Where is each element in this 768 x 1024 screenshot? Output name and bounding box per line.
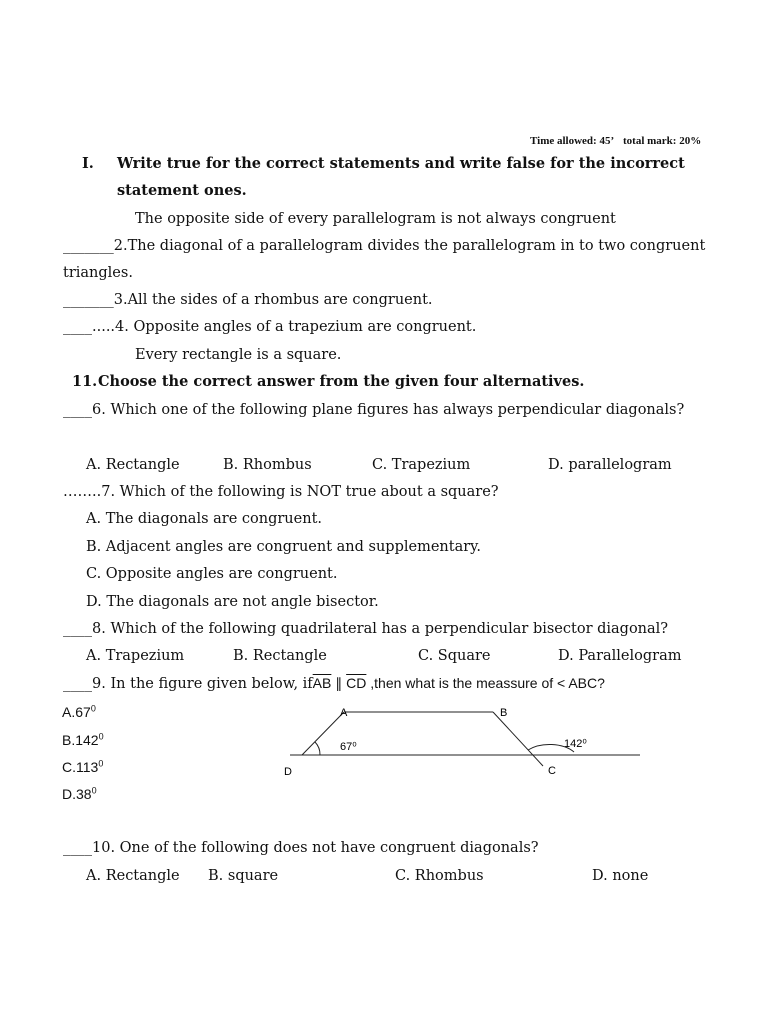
angle-arc-d xyxy=(315,742,320,755)
side-bc xyxy=(493,712,543,766)
total-mark: total mark: 20% xyxy=(623,135,702,147)
question-2-line2: triangles. xyxy=(63,265,133,281)
question-1: The opposite side of every parallelogram is not always congruent xyxy=(135,211,616,227)
q9-option-d: $D.38^0$ xyxy=(62,785,97,802)
question-5: Every rectangle is a square. xyxy=(135,347,342,363)
question-2-line1: _______2.The diagonal of a parallelogram divides the parallelogram in to two congruent xyxy=(63,238,706,254)
parallel-symbol: ∥ xyxy=(331,675,347,691)
q9-option-c: C.113$^0$ xyxy=(62,758,104,775)
q10-option-d: D. none xyxy=(592,868,649,884)
q7-option-a: A. The diagonals are congruent. xyxy=(86,511,323,527)
section1-title-line1: Write true for the correct statements and write false for the incorrect xyxy=(117,155,685,172)
q7-option-d: D. The diagonals are not angle bisector. xyxy=(86,594,379,610)
q6-option-c: C. Trapezium xyxy=(372,457,471,473)
q6-option-a: A. Rectangle xyxy=(86,457,180,473)
question-10: ____10. One of the following does not have congruent diagonals? xyxy=(63,840,539,856)
q7-option-b: B. Adjacent angles are congruent and supplementary. xyxy=(86,539,482,555)
question-8: ____8. Which of the following quadrilateral has a perpendicular bisector diagonal? xyxy=(63,621,669,637)
side-da xyxy=(302,712,344,755)
question-4: ____.....4. Opposite angles of a trapezium are congruent. xyxy=(63,319,477,335)
angle-label-d: 67⁰ xyxy=(340,741,357,753)
q9-text-end: ,then what is the meassure of < ABC? xyxy=(366,675,605,691)
question-9 xyxy=(63,674,605,693)
q10-option-a: A. Rectangle xyxy=(86,868,180,884)
angle-label-c: 142⁰ xyxy=(564,738,587,750)
q9-option-b: B.142$^0$ xyxy=(62,731,104,748)
q9-option-a: $A.67^0$ xyxy=(62,703,96,720)
q8-option-b: B. Rectangle xyxy=(233,648,327,664)
section1-number: I. xyxy=(82,155,94,172)
question-7: ……..7. Which of the following is NOT true about a square? xyxy=(63,484,499,500)
q10-option-c: C. Rhombus xyxy=(395,868,484,884)
label-a: A xyxy=(340,707,348,719)
section2-number: 11. xyxy=(72,373,98,390)
label-b: B xyxy=(500,707,508,719)
segment-cd: $\overline{CD}$ xyxy=(346,675,367,691)
label-d: D xyxy=(284,766,292,778)
q9-text-start: ____9. In the figure given below, if xyxy=(63,676,313,692)
segment-ab: $\overline{AB}$ xyxy=(312,675,332,691)
label-c: C xyxy=(548,765,556,777)
section1-title-line2: statement ones. xyxy=(117,182,247,199)
q6-option-b: B. Rhombus xyxy=(223,457,312,473)
section2-title: Choose the correct answer from the given four alternatives. xyxy=(98,373,585,390)
q6-option-d: D. parallelogram xyxy=(548,457,672,473)
q8-option-c: C. Square xyxy=(418,648,491,664)
q8-option-a: A. Trapezium xyxy=(86,648,185,664)
q10-option-b: B. square xyxy=(208,868,279,884)
trapezium-figure xyxy=(280,700,650,785)
q7-option-c: C. Opposite angles are congruent. xyxy=(86,566,338,582)
question-3: _______3.All the sides of a rhombus are congruent. xyxy=(63,292,433,308)
question-6: ____6. Which one of the following plane figures has always perpendicular diagonals? xyxy=(63,402,685,418)
time-allowed: Time allowed: 45’ xyxy=(530,135,615,147)
q8-option-d: D. Parallelogram xyxy=(558,648,682,664)
